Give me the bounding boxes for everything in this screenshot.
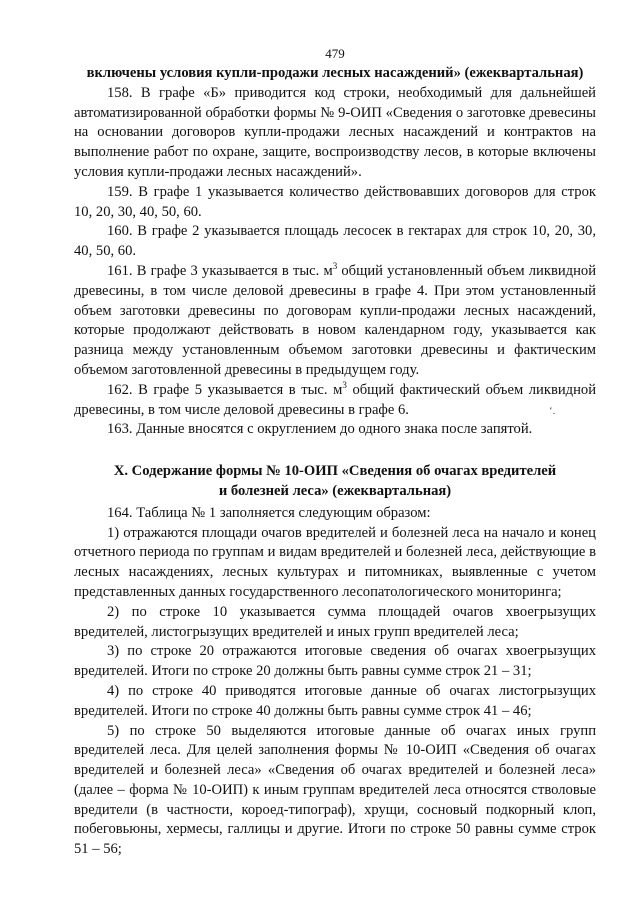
paragraph-159: 159. В графе 1 указывается количество действовавших договоров для строк 10, 20, 30, 40, 50, 60.: [74, 183, 596, 220]
paragraph-161: [74, 262, 596, 381]
section-title-line-1: X. Содержание формы № 10-ОИП «Сведения об очагах вредителей: [113, 463, 557, 480]
section-title-line-2: и болезней леса» (ежеквартальная): [218, 482, 452, 499]
continued-section-heading: включены условия купли-продажи лесных насаждений» (ежеквартальная): [86, 65, 584, 81]
list-item-3: 3) по строке 20 отражаются итоговые сведения об очагах хвоегрызущих вредителей. Итоги по строке 20 должны быть равны сумме строк 21 – 31;: [74, 643, 596, 680]
paragraph-160: 160. В графе 2 указывается площадь лесосек в гектарах для строк 10, 20, 30, 40, 50, 60.: [74, 223, 596, 260]
section-title: [74, 462, 596, 502]
list-item-2: 2) по строке 10 указывается сумма площадей очагов хвоегрызущих вредителей, листогрызущих вредителей и иных групп вредителей леса;: [74, 603, 596, 640]
scan-mark: ‘.: [549, 405, 556, 417]
paragraph-158: 158. В графе «Б» приводится код строки, необходимый для дальнейшей автоматизированной обработки формы № 9-ОИП «Сведения о заготовке древесины на основании договоров купли-продажи лесных насаждений и контрактов на выполнение работ по охране, защите, воспроизводству лесов, в которые включены условия купли-продажи лесных насаждений».: [74, 84, 596, 180]
paragraph-162: [74, 381, 596, 421]
page-number: 479: [325, 46, 345, 61]
paragraph-164: 164. Таблица № 1 заполняется следующим образом:: [107, 504, 431, 521]
paragraph-161-start: 161. В графе 3 указывается в тыс. м: [107, 262, 333, 279]
list-item-5: 5) по строке 50 выделяются итоговые данные об очагах иных групп вредителей леса. Для целей заполнения формы № 10-ОИП «Сведения об очагах вредителей и болезней леса» «Сведения об очагах вредителей и болезней леса» (далее – форма № 10-ОИП) к иным группам вредителей леса относятся стволовые вредители (в частности, короед-типограф), хрущи, сосновый подкорный клоп, побеговьюны, хермесы, галлицы и другие. Итоги по строке 50 равны сумме строк 51 – 56;: [74, 722, 596, 858]
paragraph-162-start: 162. В графе 5 указывается в тыс. м: [107, 381, 343, 398]
paragraph-161-rest: общий установленный объем ликвидной древесины, в том числе деловой древесины в графе 4. При этом установленный объем заготовки древесины по договорам купли-продажи лесных насаждений, которые продолжают действовать в новом календарном году, указывается как разница между установленным объемом заготовки древесины и фактическим объемом заготовленной древесины в предыдущем году.: [74, 262, 596, 378]
list-item-4: 4) по строке 40 приводятся итоговые данные об очагах листогрызущих вредителей. Итоги по строке 40 должны быть равны сумме строк 41 – 46;: [74, 682, 596, 719]
cubic-superscript: 3: [342, 379, 347, 390]
list-item-1: 1) отражаются площади очагов вредителей и болезней леса на начало и конец отчетного периода по группам и видам вредителей и болезней леса, действующие в лесных насаждениях, лесных культурах и питомниках, выявленные с учетом представленных данных государственного лесопатологического мониторинга;: [74, 524, 596, 600]
paragraph-162-rest: общий фактический объем ликвидной древесины, в том числе деловой древесины в графе 6.: [74, 381, 596, 418]
cubic-superscript: 3: [332, 261, 338, 272]
paragraph-163: 163. Данные вносятся с округлением до одного знака после запятой.: [107, 421, 533, 438]
